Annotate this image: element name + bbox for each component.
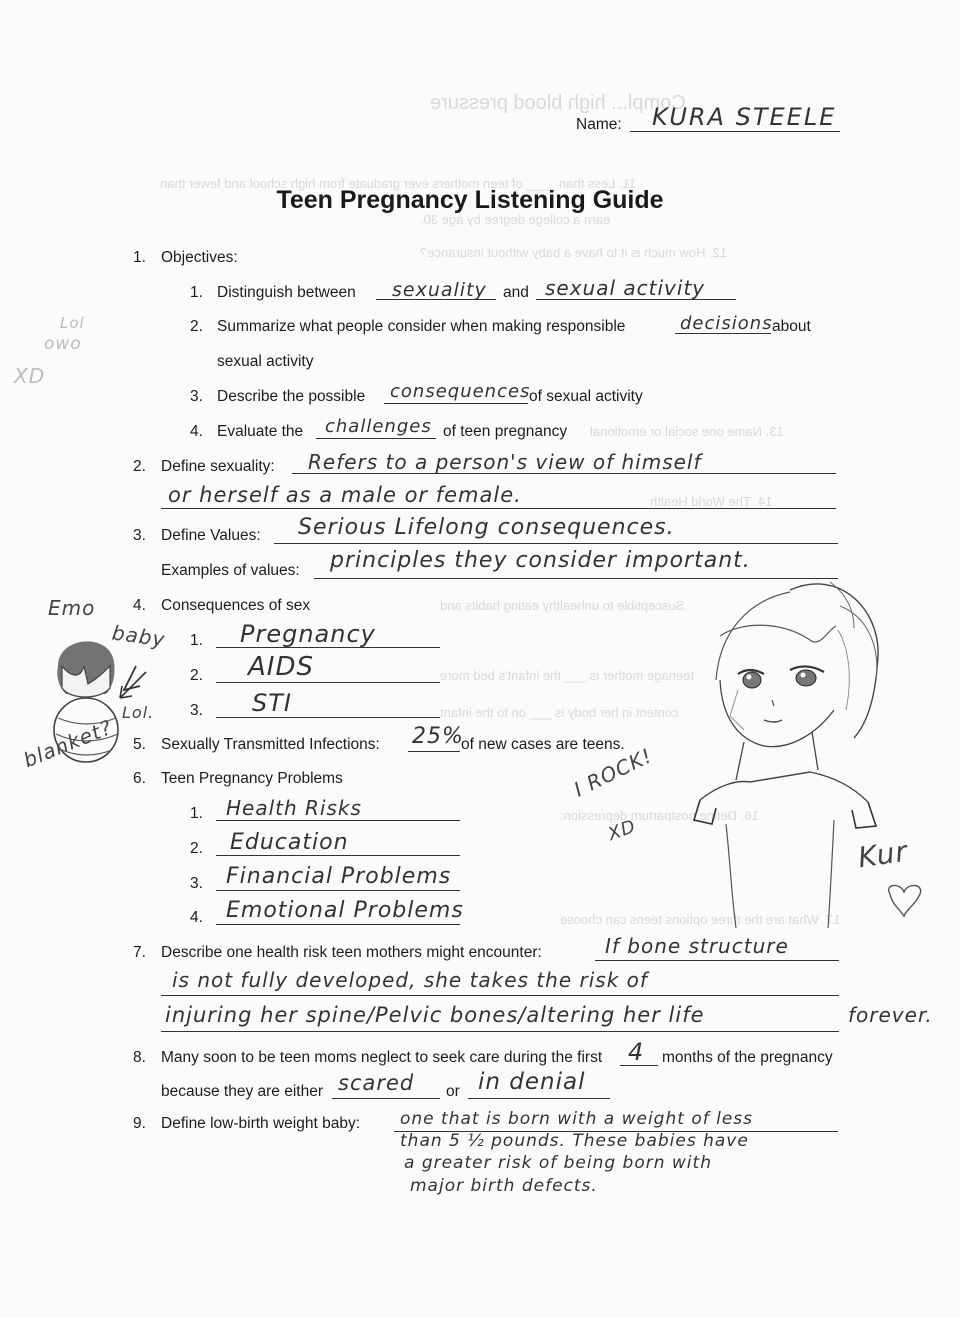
answer-sti-percent: 25% <box>412 724 464 749</box>
heart-doodle <box>880 880 930 920</box>
consequence-answer: Pregnancy <box>240 620 376 648</box>
emo-baby-doodle <box>40 626 160 776</box>
problem-answer: Financial Problems <box>226 864 452 889</box>
answer-line <box>161 1031 839 1032</box>
name-value: KURA STEELE <box>652 103 837 131</box>
margin-note-lol-left: Lol <box>60 314 85 332</box>
objective-text: of sexual activity <box>529 388 643 405</box>
consequence-answer: STI <box>252 689 292 717</box>
answer-health-risk-3: injuring her spine/Pelvic bones/altering her life <box>165 1003 705 1027</box>
objective-text: Distinguish between <box>217 284 356 301</box>
question-label: Many soon to be teen moms neglect to seek care during the first <box>161 1049 603 1066</box>
sub-number: 4. <box>190 423 203 440</box>
answer-line <box>216 717 440 718</box>
objective-text: and <box>503 284 529 301</box>
answer-challenges: challenges <box>325 416 432 437</box>
question-label: Describe one health risk teen mothers might encounter: <box>161 944 542 961</box>
question-text: or <box>446 1083 460 1100</box>
question-label: Define low-birth weight baby: <box>161 1115 361 1132</box>
answer-line <box>216 682 440 683</box>
problem-answer: Health Risks <box>226 796 362 820</box>
item-number: 1. <box>133 249 146 266</box>
bleed-through-line: 11. Less than ____ of teen mothers ever graduate from high school and fewer than <box>160 176 637 191</box>
objective-text: Evaluate the <box>217 423 304 440</box>
problem-answer: Education <box>230 830 349 855</box>
margin-note-xd: XD <box>605 815 639 846</box>
question-text: because they are either <box>161 1083 323 1100</box>
answer-sexuality-definition-1: Refers to a person's view of himself <box>308 450 702 474</box>
sub-number: 4. <box>190 909 203 926</box>
item-number: 2. <box>133 458 146 475</box>
problem-answer: Emotional Problems <box>226 898 464 923</box>
question-label: Consequences of sex <box>161 597 311 614</box>
bleed-through-line: earn a college degree by age 30. <box>420 212 611 227</box>
answer-consequences: consequences <box>390 381 531 402</box>
name-label: Name: <box>576 116 622 133</box>
artist-signature: Kur <box>855 834 910 875</box>
margin-note-emo: Emo <box>48 596 96 620</box>
answer-line <box>274 543 838 544</box>
bleed-through-line: 12. How much is it to have a baby without insurance? <box>420 245 728 260</box>
bleed-through-line: 16. Define postpartum depression: <box>560 808 759 823</box>
sub-number: 2. <box>190 667 203 684</box>
question-label: Define sexuality: <box>161 458 275 475</box>
sub-number: 2. <box>190 318 203 335</box>
bleed-through-line: 14. The World Health <box>650 494 773 509</box>
item-number: 6. <box>133 770 146 787</box>
margin-note-i-rock: I ROCK! <box>570 743 657 802</box>
sub-number: 1. <box>190 284 203 301</box>
sub-number: 3. <box>190 702 203 719</box>
answer-low-birth-weight-4: major birth defects. <box>410 1176 598 1196</box>
answer-health-risk-4: forever. <box>848 1003 933 1027</box>
answer-months: 4 <box>628 1038 645 1066</box>
answer-decisions: decisions <box>680 313 773 334</box>
bleed-through-line: 13. Name one social or emotional <box>590 424 784 439</box>
objective-text: sexual activity <box>217 353 314 370</box>
answer-line <box>216 855 460 856</box>
question-text: months of the pregnancy <box>662 1049 833 1066</box>
bleed-through-line: Susceptible to unhealthy eating habits and <box>440 598 685 613</box>
objective-text: Summarize what people consider when making responsible <box>217 318 626 335</box>
answer-line <box>595 960 839 961</box>
answer-sexuality-definition-2: or herself as a male or female. <box>168 483 522 507</box>
bleed-through-line: 17. What are the three options teens can choose <box>560 912 841 927</box>
answer-values-definition: Serious Lifelong consequences. <box>298 515 675 540</box>
bleed-through-line: Compl... high blood pressure <box>430 92 686 114</box>
examples-label: Examples of values: <box>161 562 300 579</box>
bleed-through-line: teenage mother is ___ the infant's bed more <box>440 668 694 683</box>
answer-line <box>216 890 460 891</box>
question-text: of new cases are teens. <box>461 736 625 753</box>
answer-line <box>332 1098 440 1099</box>
page-title: Teen Pregnancy Listening Guide <box>276 186 664 214</box>
sub-number: 1. <box>190 632 203 649</box>
sub-number: 1. <box>190 805 203 822</box>
question-label: Sexually Transmitted Infections: <box>161 736 380 753</box>
sub-number: 2. <box>190 840 203 857</box>
objectives-heading: Objectives: <box>161 249 238 266</box>
item-number: 8. <box>133 1049 146 1066</box>
answer-sexuality: sexuality <box>392 279 487 301</box>
margin-note-xd-left: XD <box>14 364 46 388</box>
sub-number: 3. <box>190 875 203 892</box>
answer-values-examples: principles they consider important. <box>330 548 751 573</box>
bleed-through-line: content in her body is ___ on to the infant <box>440 705 679 720</box>
answer-line <box>161 995 839 996</box>
item-number: 4. <box>133 597 146 614</box>
answer-line <box>316 438 436 439</box>
answer-line <box>468 1098 610 1099</box>
item-number: 7. <box>133 944 146 961</box>
answer-line <box>161 508 836 509</box>
answer-line <box>408 751 460 752</box>
answer-health-risk-1: If bone structure <box>605 934 789 958</box>
item-number: 5. <box>133 736 146 753</box>
answer-low-birth-weight-3: a greater risk of being born with <box>404 1153 712 1173</box>
margin-note-baby: baby <box>110 620 167 652</box>
answer-health-risk-2: is not fully developed, she takes the risk of <box>172 968 648 992</box>
question-label: Define Values: <box>161 527 261 544</box>
objective-text: Describe the possible <box>217 388 366 405</box>
margin-note-lol: Lol. <box>122 703 155 722</box>
answer-low-birth-weight-2: than 5 ½ pounds. These babies have <box>400 1131 749 1151</box>
item-number: 9. <box>133 1115 146 1132</box>
consequence-answer: AIDS <box>248 652 314 682</box>
answer-line <box>216 820 460 821</box>
name-line <box>630 131 840 132</box>
margin-note-owo: owo <box>44 334 82 354</box>
answer-scared: scared <box>338 1071 415 1095</box>
answer-sexual-activity: sexual activity <box>545 276 706 300</box>
item-number: 3. <box>133 527 146 544</box>
answer-low-birth-weight-1: one that is born with a weight of less <box>400 1109 754 1129</box>
objective-text: of teen pregnancy <box>443 423 568 440</box>
answer-line <box>384 403 528 404</box>
answer-line <box>216 924 460 925</box>
objective-text: about <box>772 318 811 335</box>
character-sketch <box>640 570 940 930</box>
margin-note-blanket: blanket? <box>20 714 116 773</box>
answer-in-denial: in denial <box>478 1069 586 1095</box>
sub-number: 3. <box>190 388 203 405</box>
question-label: Teen Pregnancy Problems <box>161 770 343 787</box>
